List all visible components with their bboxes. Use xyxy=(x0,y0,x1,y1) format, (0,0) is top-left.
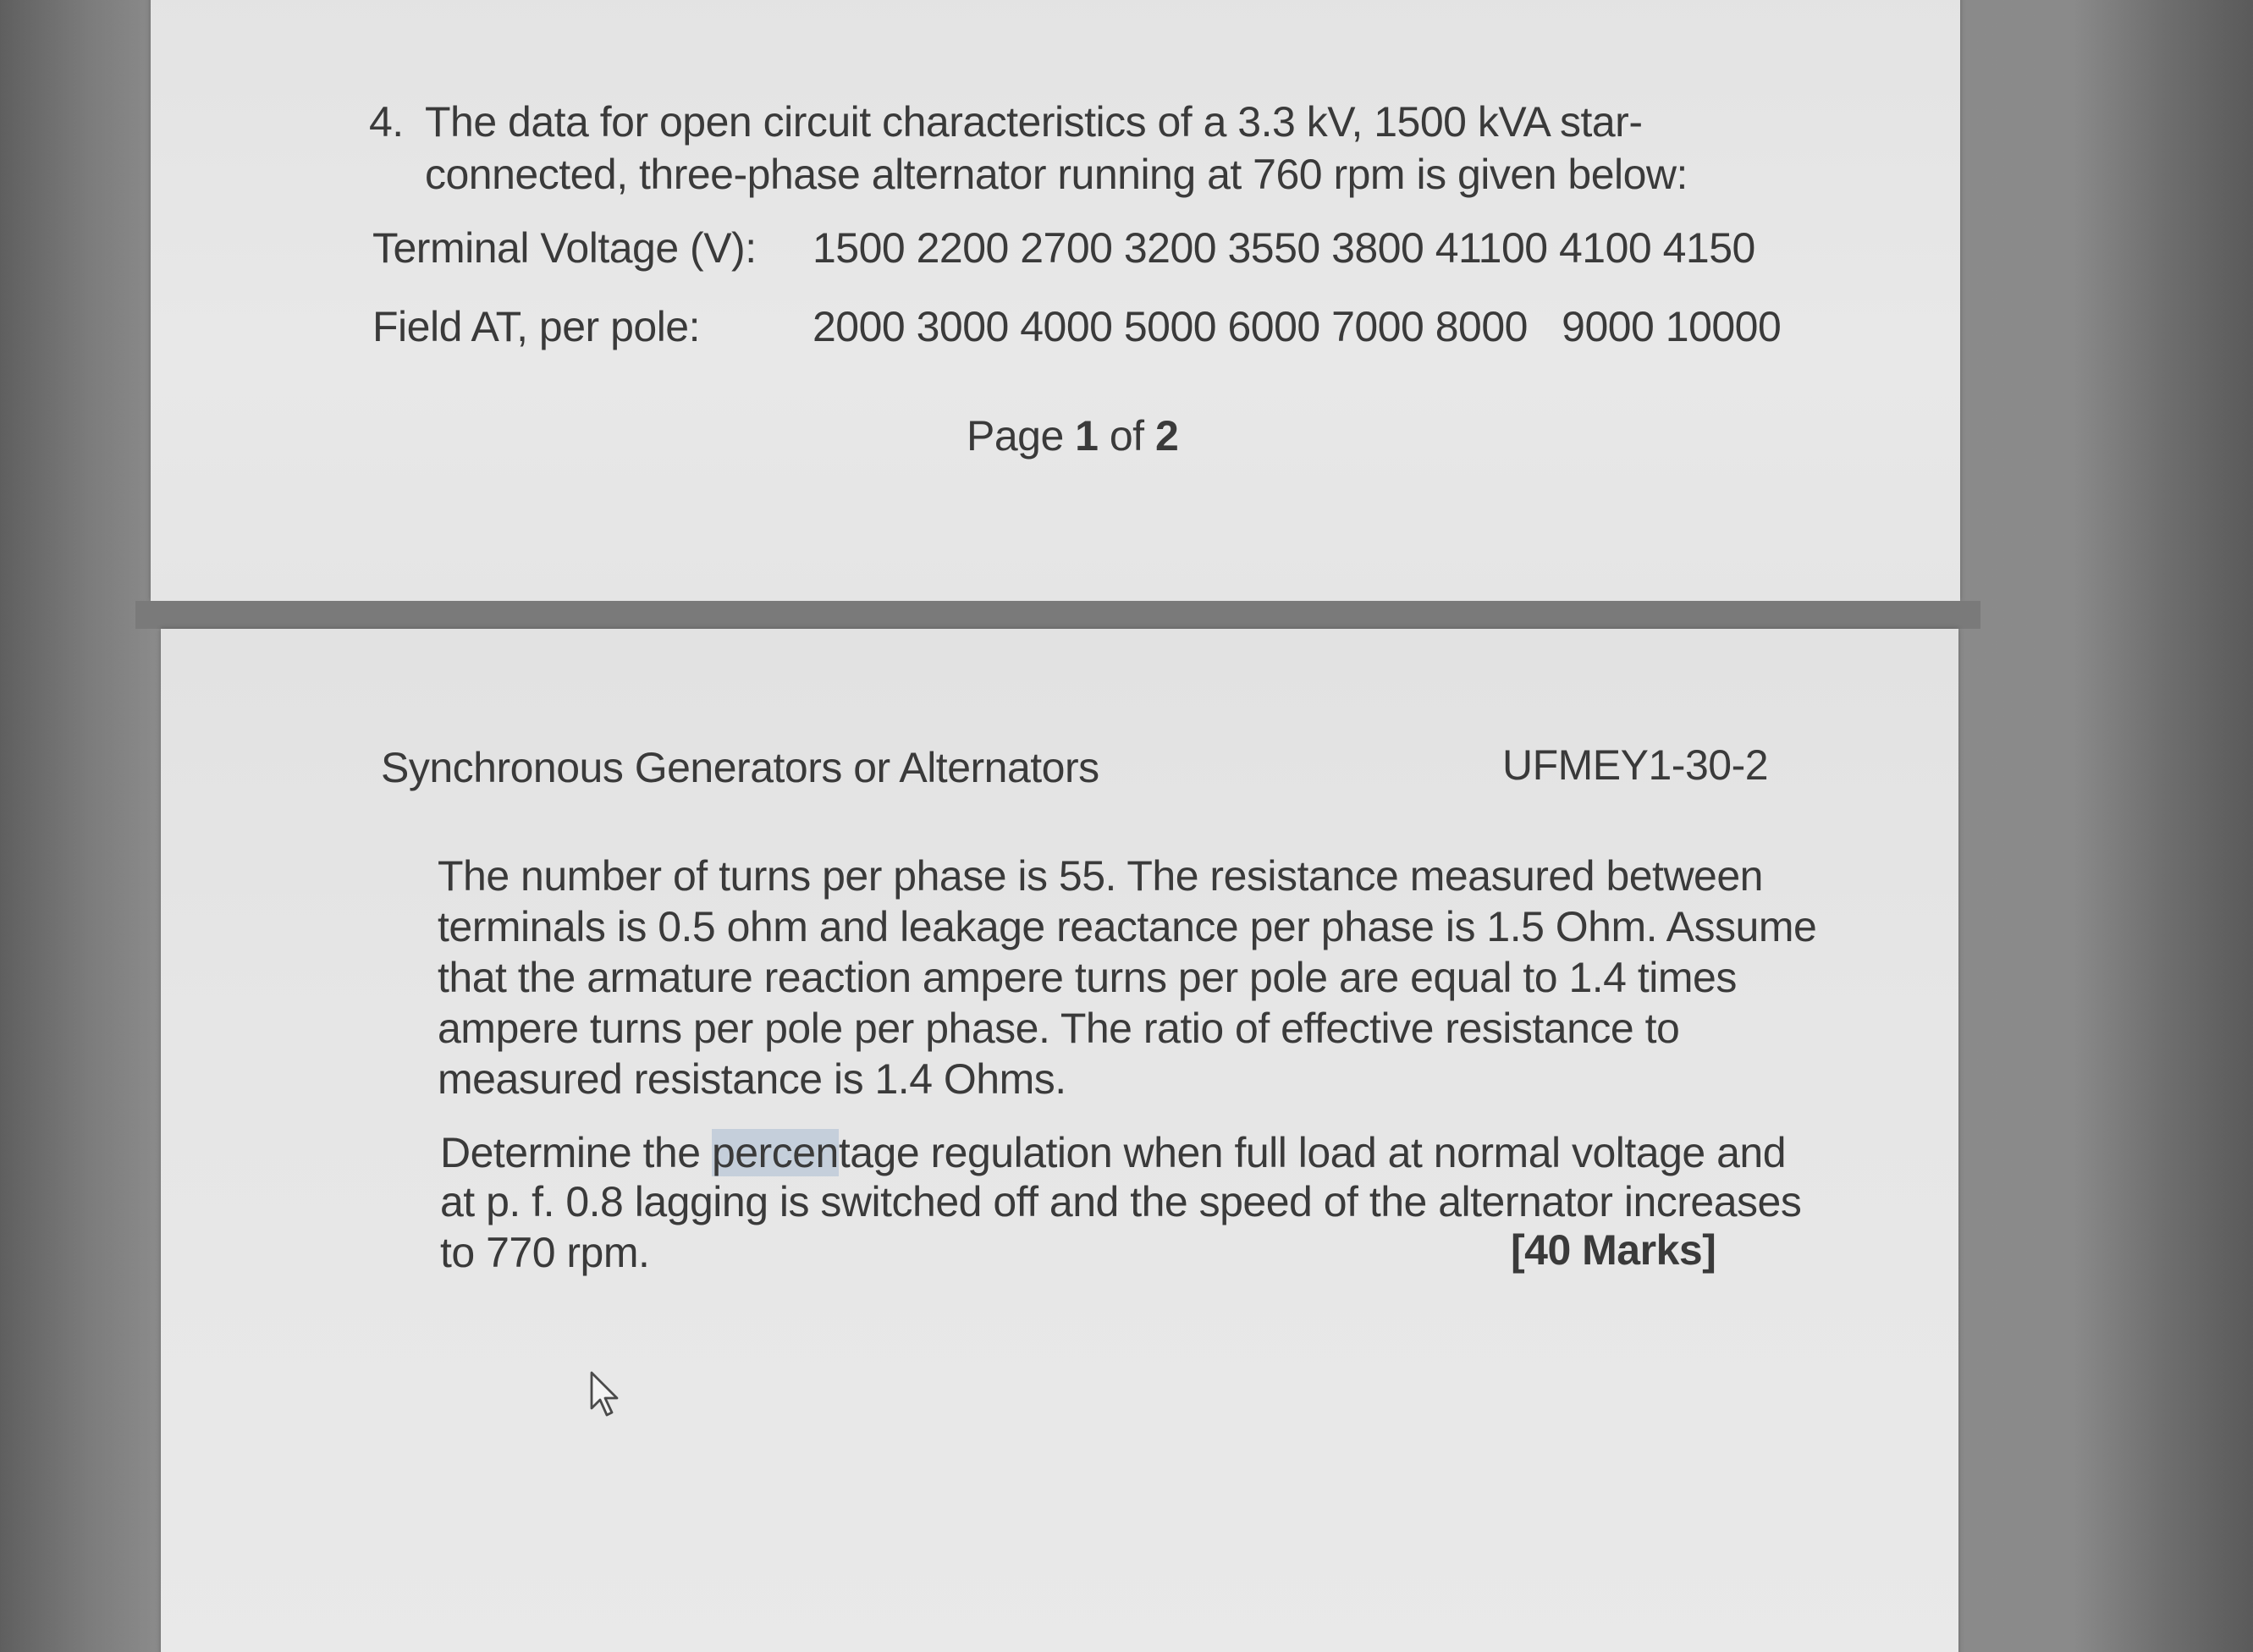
header-right-code: UFMEY1-30-2 xyxy=(1502,741,1769,789)
terminal-voltage-values: 1500 2200 2700 3200 3550 3800 41100 4100 4150 xyxy=(813,224,1755,272)
page-footer-mid: of xyxy=(1098,412,1155,460)
text-selection-highlight[interactable]: percen xyxy=(711,1129,839,1176)
question-number: 4. xyxy=(369,98,404,146)
paragraph-1-line-2: terminals is 0.5 ohm and leakage reactance per phase is 1.5 Ohm. Assume xyxy=(438,903,1817,950)
question-line-1: The data for open circuit characteristics of a 3.3 kV, 1500 kVA star- xyxy=(425,98,1643,146)
paragraph-1-line-3: that the armature reaction ampere turns per pole are equal to 1.4 times xyxy=(438,954,1737,1001)
page-footer-current: 1 xyxy=(1075,412,1099,460)
terminal-voltage-label: Terminal Voltage (V): xyxy=(372,224,757,272)
mouse-pointer-icon xyxy=(588,1371,622,1418)
page-footer-total: 2 xyxy=(1154,412,1179,460)
question-line-2: connected, three-phase alternator running at 760 rpm is given below: xyxy=(425,151,1688,198)
field-at-values: 2000 3000 4000 5000 6000 7000 8000 9000 10000 xyxy=(813,303,1782,350)
header-left-title: Synchronous Generators or Alternators xyxy=(381,744,1099,791)
paragraph-2-line-1-end: tage regulation when full load at normal voltage and xyxy=(838,1129,1787,1176)
document-page-2 xyxy=(161,629,1958,1652)
paragraph-2-line-3: to 770 rpm. xyxy=(440,1229,650,1276)
paragraph-1-line-5: measured resistance is 1.4 Ohms. xyxy=(438,1055,1066,1103)
page-footer-prefix: Page xyxy=(967,412,1076,460)
document-page-1 xyxy=(151,0,1960,601)
marks-label: [40 Marks] xyxy=(1511,1226,1716,1274)
paragraph-1-line-4: ampere turns per pole per phase. The ratio of effective resistance to xyxy=(438,1005,1680,1052)
paragraph-2-line-2: at p. f. 0.8 lagging is switched off and the speed of the alternator increases xyxy=(440,1178,1802,1225)
paragraph-2-line-1 xyxy=(440,1128,1786,1177)
page-separator xyxy=(135,601,1980,629)
paragraph-1-line-1: The number of turns per phase is 55. The resistance measured between xyxy=(438,852,1763,900)
field-at-label: Field AT, per pole: xyxy=(372,303,701,350)
page-footer xyxy=(967,411,1178,460)
paragraph-2-line-1-start: Determine the xyxy=(440,1129,712,1176)
